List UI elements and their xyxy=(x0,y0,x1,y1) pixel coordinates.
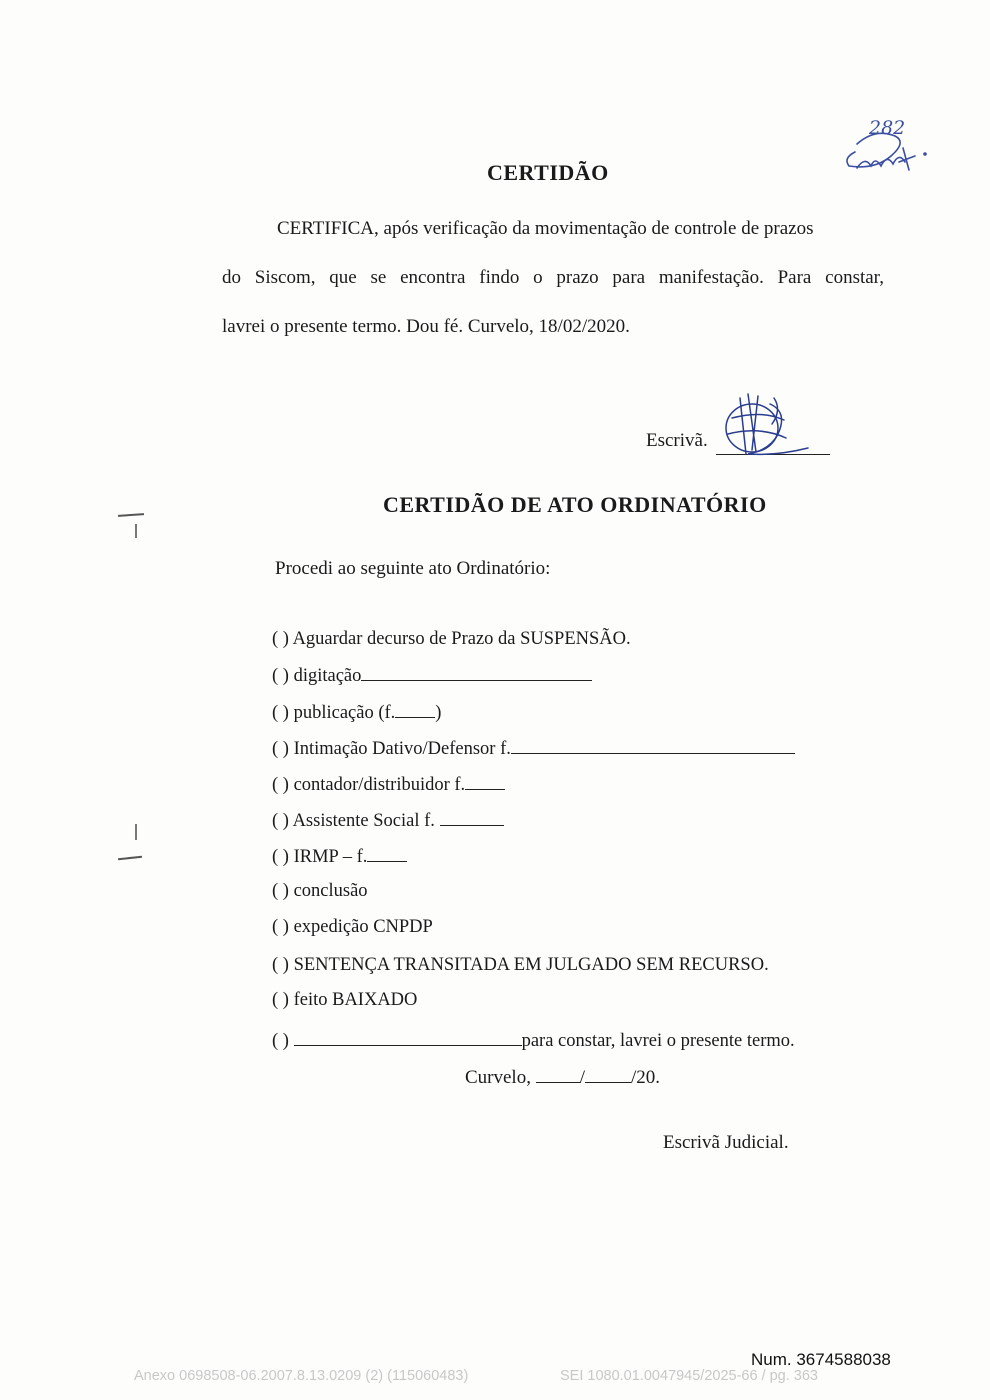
margin-tick-1 xyxy=(135,524,137,538)
document-number: Num. 3674588038 xyxy=(751,1350,891,1369)
item-label: Aguardar decurso de Prazo da SUSPENSÃO. xyxy=(292,629,631,649)
escriva-signature-label: Escrivã. xyxy=(646,430,708,451)
fill-blank xyxy=(361,664,592,681)
ato-item-outros xyxy=(272,1029,795,1052)
checkbox-paren[interactable]: ( ) xyxy=(272,666,289,686)
checkbox-paren[interactable]: ( ) xyxy=(272,990,289,1010)
certidao-title: CERTIDÃO xyxy=(487,160,609,185)
item-label: conclusão xyxy=(293,881,368,901)
checkbox-paren[interactable]: ( ) xyxy=(272,811,289,831)
fill-blank xyxy=(440,809,504,826)
item-label: publicação (f. xyxy=(293,703,396,723)
item-label: digitação xyxy=(293,666,362,686)
checkbox-paren[interactable]: ( ) xyxy=(272,1031,289,1051)
certidao-line-2: do Siscom, que se encontra findo o prazo para manifestação. Para constar, xyxy=(222,267,884,288)
margin-tick-2 xyxy=(135,824,137,840)
date-suffix: /20. xyxy=(631,1067,661,1088)
ato-item-assistente-social xyxy=(272,809,504,832)
ato-item-sentenca xyxy=(272,955,769,976)
item-label: feito BAIXADO xyxy=(293,990,418,1010)
margin-dash-1 xyxy=(118,513,144,516)
folio-number: 282 xyxy=(869,117,906,139)
item-label: para constar, lavrei o presente termo. xyxy=(521,1031,795,1051)
margin-dash-2 xyxy=(118,856,142,860)
handwritten-folio-mark xyxy=(835,108,935,188)
ato-item-feito-baixado xyxy=(272,990,417,1011)
ato-item-contador xyxy=(272,773,505,796)
ato-item-irmp xyxy=(272,845,407,868)
day-blank xyxy=(536,1066,580,1083)
item-label: expedição CNPDP xyxy=(293,917,433,937)
checkbox-paren[interactable]: ( ) xyxy=(272,703,289,723)
ato-title: CERTIDÃO DE ATO ORDINATÓRIO xyxy=(383,492,767,517)
checkbox-paren[interactable]: ( ) xyxy=(272,847,289,867)
annex-reference: Anexo 0698508-06.2007.8.13.0209 (2) (115060483) xyxy=(134,1368,469,1384)
checkbox-paren[interactable]: ( ) xyxy=(272,955,289,975)
fill-blank xyxy=(367,845,407,862)
checkbox-paren[interactable]: ( ) xyxy=(272,629,289,649)
ato-intro: Procedi ao seguinte ato Ordinatório: xyxy=(275,558,551,579)
checkbox-paren[interactable]: ( ) xyxy=(272,775,289,795)
fill-blank xyxy=(395,701,435,718)
checkbox-paren[interactable]: ( ) xyxy=(272,881,289,901)
fill-blank xyxy=(294,1029,522,1046)
closing-signature: Escrivã Judicial. xyxy=(663,1132,789,1153)
checkbox-paren[interactable]: ( ) xyxy=(272,739,289,759)
ato-item-intimacao xyxy=(272,737,795,760)
date-prefix: Curvelo, xyxy=(465,1067,531,1088)
date-separator: / xyxy=(579,1067,585,1088)
ato-item-digitacao xyxy=(272,664,592,687)
signature-scribble xyxy=(712,390,816,462)
ato-item-publicacao xyxy=(272,701,441,724)
item-label: Intimação Dativo/Defensor f. xyxy=(293,739,511,759)
item-label: SENTENÇA TRANSITADA EM JULGADO SEM RECURSO. xyxy=(293,955,769,975)
ato-item-conclusao xyxy=(272,881,368,902)
item-label: Assistente Social f. xyxy=(292,811,435,831)
ato-item-aguardar xyxy=(272,629,631,650)
item-label: contador/distribuidor f. xyxy=(293,775,466,795)
item-label: IRMP – f. xyxy=(293,847,368,867)
month-blank xyxy=(585,1066,631,1083)
certidao-line-1: CERTIFICA, após verificação da movimentação de controle de prazos xyxy=(277,218,814,239)
checkbox-paren[interactable]: ( ) xyxy=(272,917,289,937)
fill-blank xyxy=(465,773,505,790)
certidao-paragraph xyxy=(222,218,884,348)
sei-reference: SEI 1080.01.0047945/2025-66 / pg. 363 xyxy=(560,1368,818,1384)
fill-blank xyxy=(511,737,795,754)
date-line xyxy=(465,1066,660,1089)
certidao-line-3: lavrei o presente termo. Dou fé. Curvelo, 18/02/2020. xyxy=(222,316,630,337)
publicacao-close-paren: ) xyxy=(435,703,442,723)
ato-item-expedicao xyxy=(272,917,433,938)
